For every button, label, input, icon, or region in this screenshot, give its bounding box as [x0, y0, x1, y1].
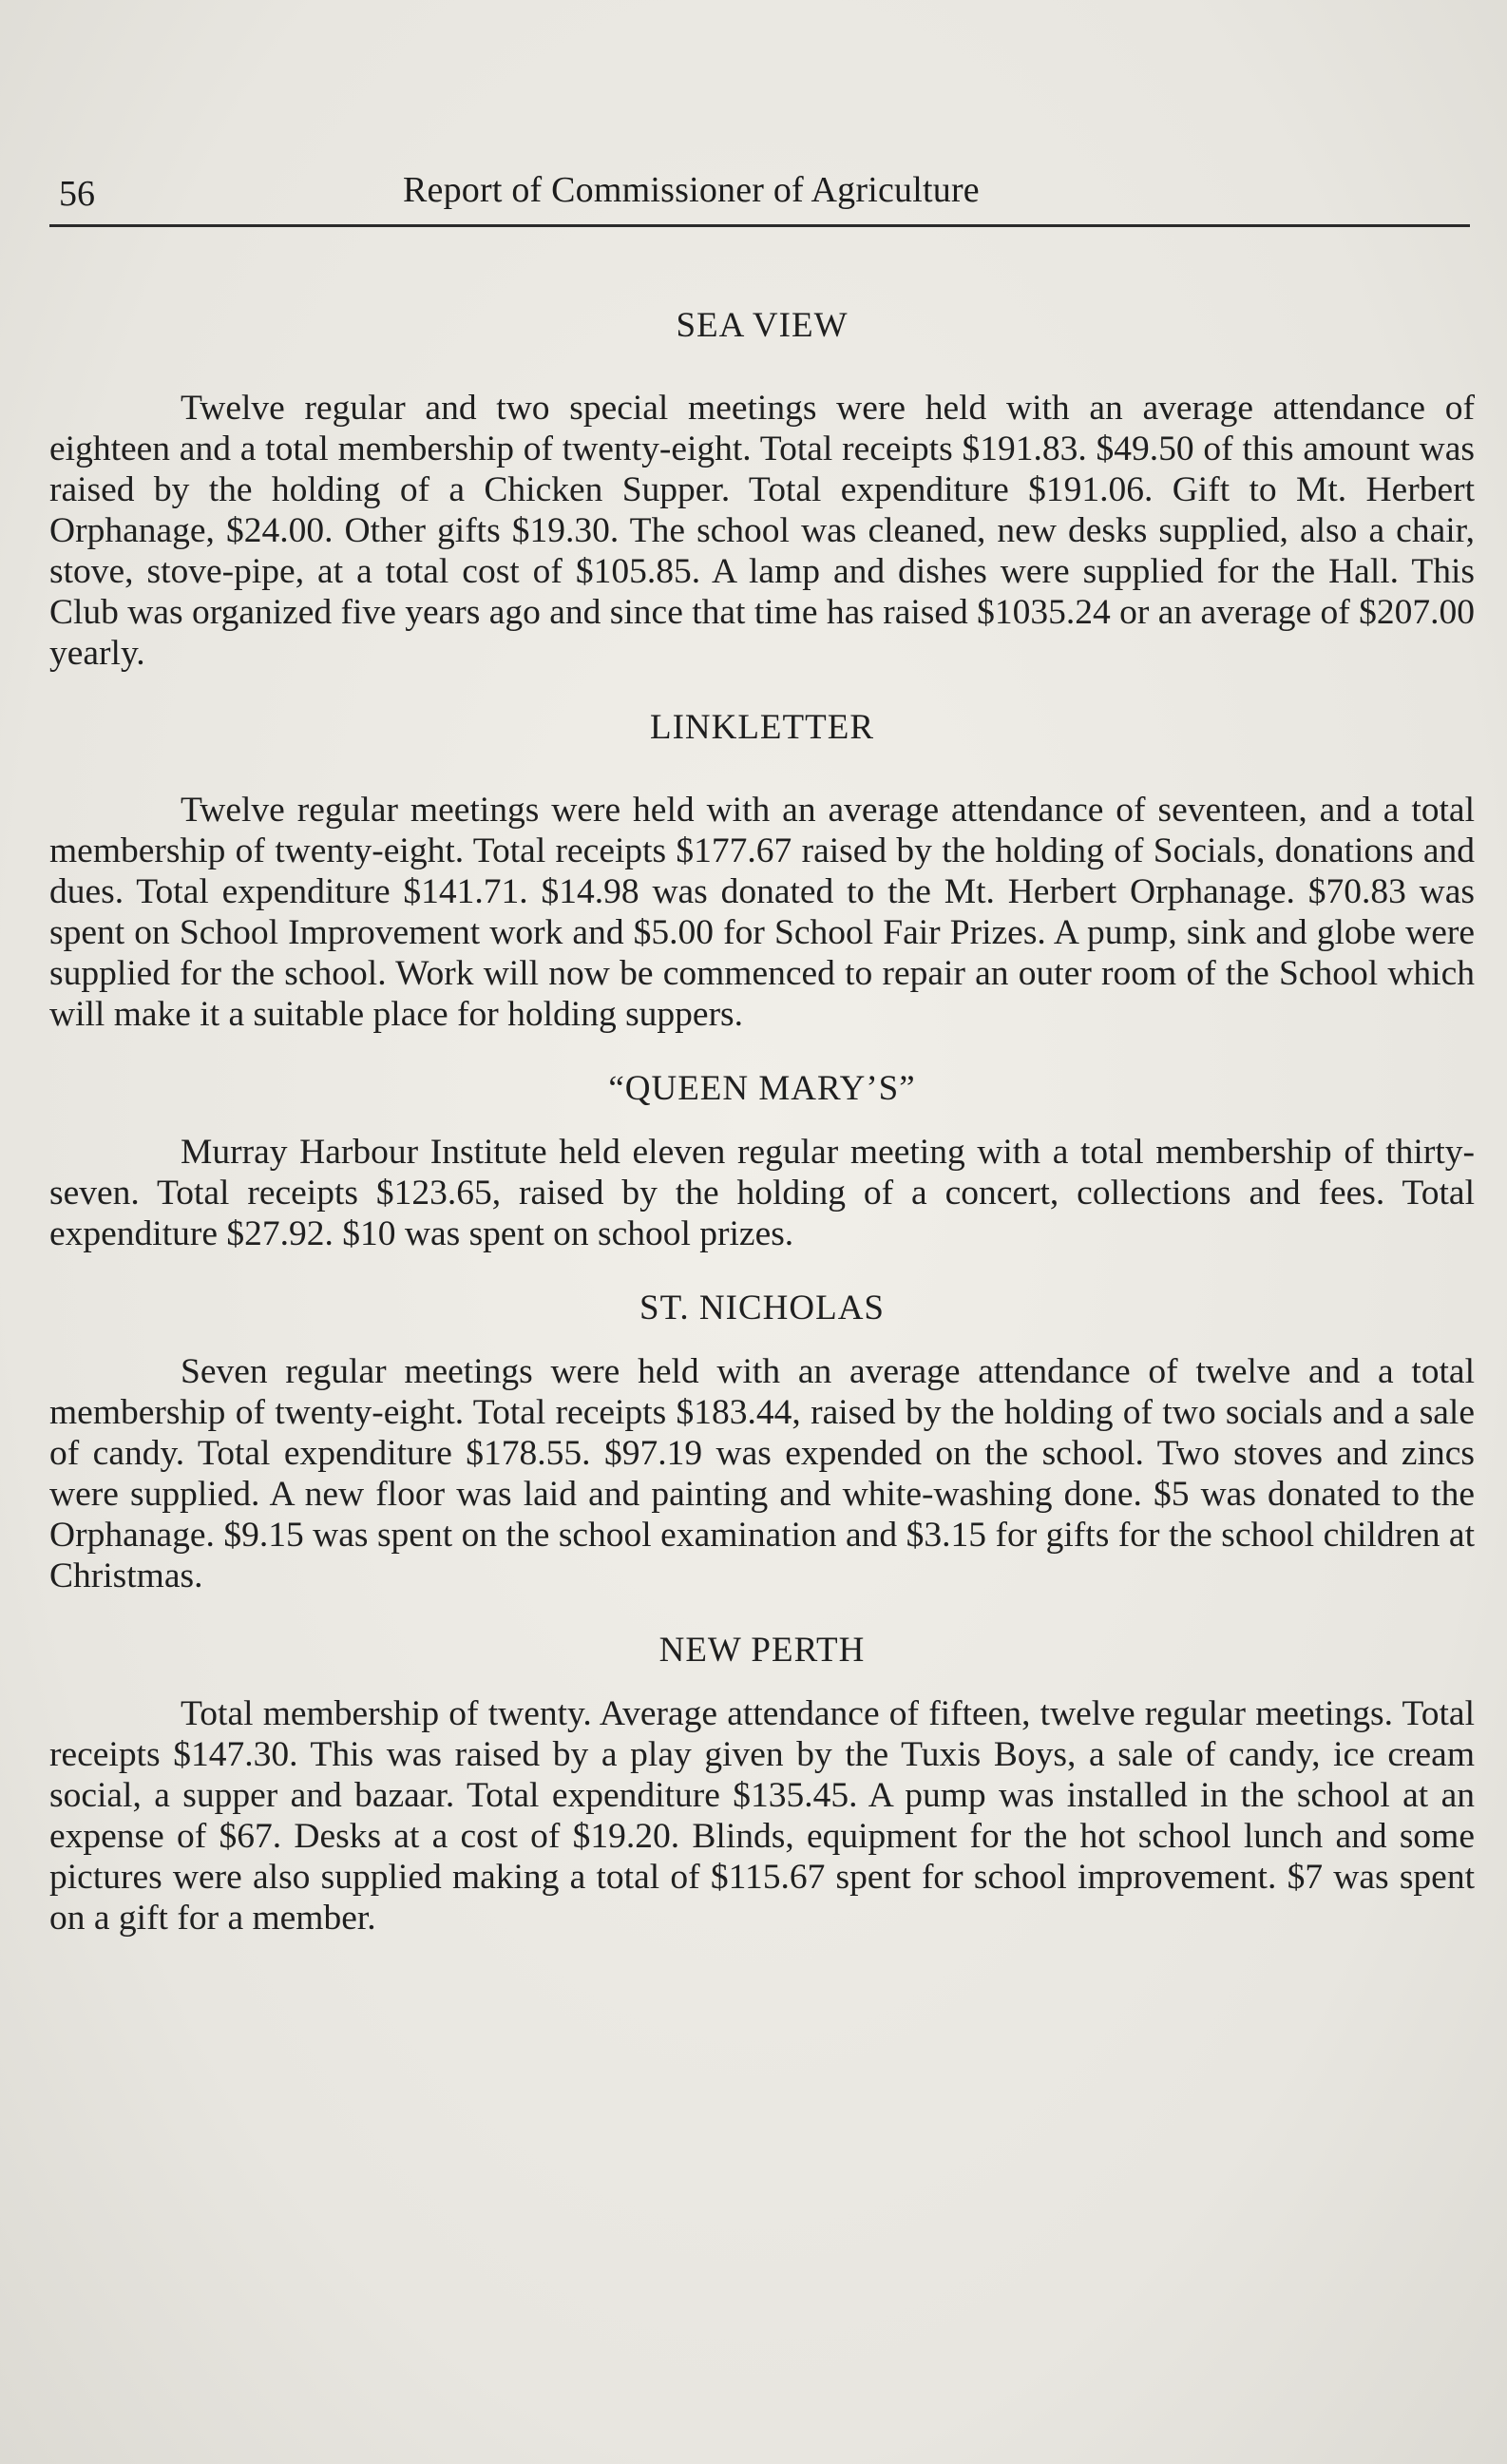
section-heading-new-perth: NEW PERTH [658, 1631, 866, 1670]
section-text-st-nicholas: Seven regular meetings were held with an average attendance of twelve and a total membership of twenty-eight. Total receipts $183.44, raised by the holding of two socials and a sale of candy. Total expenditure $178.55. $97.19 was expended on the school. Two stoves and zincs were supplied. A new floor was laid and painting and white-washing done. $5 was donated to the Orphanage. $9.15 was spent on the school examination and $3.15 for gifts for the school children at Christmas. [49, 1352, 1475, 1595]
section-text-linkletter: Twelve regular meetings were held with an average attendance of seventeen, and a total membership of twenty-eight. Total receipts $177.67 raised by the holding of Socials, donations and dues. Total expenditure $141.71. $14.98 was donated to the Mt. Herbert Orphanage. $70.83 was spent on School Improvement work and $5.00 for School Fair Prizes. A pump, sink and globe were supplied for the school. Work will now be commenced to repair an outer room of the School which will make it a suitable place for holding suppers. [49, 791, 1475, 1034]
running-title: Report of Commissioner of Agriculture [403, 170, 980, 210]
section-text-sea-view: Twelve regular and two special meetings were held with an average attendance of eighteen and a total membership of twenty-eight. Total receipts $191.83. $49.50 of this amount was raised by the holding of a Chicken Supper. Total expenditure $191.06. Gift to Mt. Herbert Orphanage, $24.00. Other gifts $19.30. The school was cleaned, new desks supplied, also a chair, stove, stove-pipe, at a total cost of $105.85. A lamp and dishes were supplied for the Hall. This Club was organized five years ago and since that time has raised $1035.24 or an average of $207.00 yearly. [49, 389, 1475, 673]
section-heading-linkletter: LINKLETTER [649, 708, 875, 747]
page-body [49, 302, 1475, 1939]
page-header [49, 169, 1470, 224]
page-number: 56 [59, 174, 95, 214]
section-text-queen-marys: Murray Harbour Institute held eleven regular meeting with a total membership of thirty-seven. Total receipts $123.65, raised by the holding of a concert, collections and fees. Total expenditure $27.92. $10 was spent on school prizes. [49, 1133, 1475, 1253]
section-heading-sea-view: SEA VIEW [676, 306, 849, 345]
header-rule [49, 224, 1470, 227]
section-text-new-perth: Total membership of twenty. Average attendance of fifteen, twelve regular meetings. Total receipts $147.30. This was raised by a play given by the Tuxis Boys, a sale of candy, ice cream social, a supper and bazaar. Total expenditure $135.45. A pump was installed in the school at an expense of $67. Desks at a cost of $19.20. Blinds, equipment for the hot school lunch and some pictures were also supplied making a total of $115.67 spent for school improvement. $7 was spent on a gift for a member. [49, 1694, 1475, 1938]
section-heading-st-nicholas: ST. NICHOLAS [639, 1289, 885, 1328]
section-heading-queen-marys: “QUEEN MARY’S” [608, 1069, 916, 1108]
